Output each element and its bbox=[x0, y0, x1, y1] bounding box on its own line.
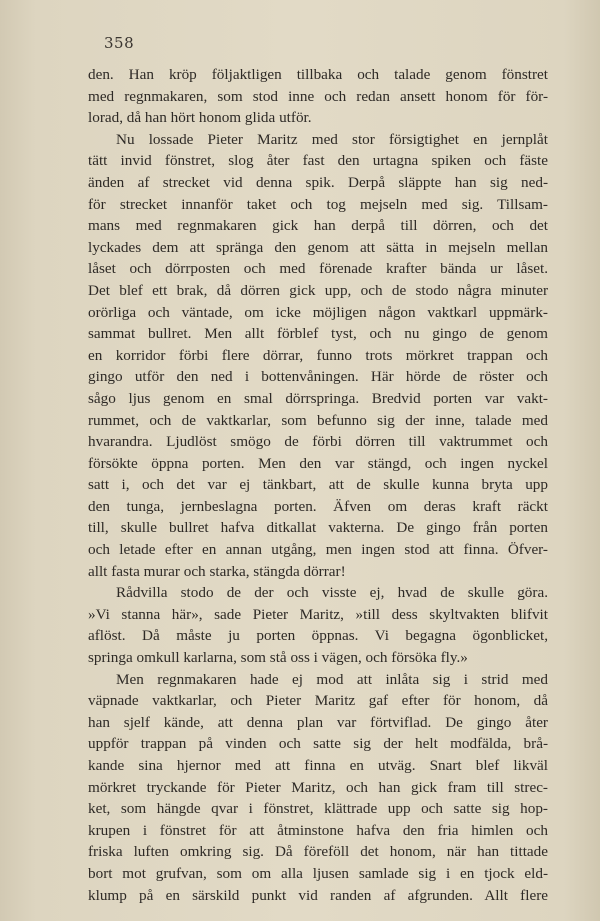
text-line: han sjelf kände, att denna plan var förtviflad. De gingo åter bbox=[88, 713, 548, 731]
text-line: en korridor förbi flere dörrar, funno trots mörkret trappan och bbox=[88, 346, 548, 364]
text-line: för strecket innanför taket och tog mejseln med sig. Tillsam- bbox=[88, 195, 548, 213]
text-line: tätt invid fönstret, slog åter fast den urtagna spiken och fäste bbox=[88, 152, 548, 170]
text-line: Men regnmakaren hade ej mod att inlåta sig i strid med bbox=[116, 670, 548, 688]
text-line: allt fasta murar och starka, stängda dörrar! bbox=[88, 562, 346, 580]
text-line: sågo ljus genom en smal dörrspringa. Bredvid porten var vakt- bbox=[88, 389, 548, 407]
text-line: kande sina hjernor med att finna en utväg. Snart blef likväl bbox=[88, 757, 548, 774]
text-line: mans med regnmakaren gick han derpå till dörren, och det bbox=[88, 217, 548, 235]
body-text bbox=[88, 64, 548, 906]
text-line: och letade efter en annan utgång, men ingen stod att finna. Öfver- bbox=[88, 541, 548, 559]
text-line: orörliga och väntade, om icke möjligen någon vaktkarl uppmärk- bbox=[88, 303, 548, 321]
text-line: uppför trappan på vinden och satte sig der helt modfälda, brå- bbox=[88, 735, 548, 753]
text-line: den tunga, jernbeslagna porten. Äfven om deras kraft räckt bbox=[88, 497, 548, 515]
text-line: bort mot grufvan, som om alla ljusen samlade sig i en tjock eld- bbox=[88, 864, 548, 882]
text-line: satt i, och det var ej tänkbart, att de skulle kunna bryta upp bbox=[88, 476, 548, 494]
text-line: lorad, då han hört honom glida utför. bbox=[88, 109, 312, 127]
text-line: aflöst. Då måste ju porten öppnas. Vi begagna ögonblicket, bbox=[88, 627, 548, 645]
text-line: hvarandra. Ljudlöst smögo de förbi dörren till vaktrummet och bbox=[88, 433, 548, 451]
text-line: gingo utför den ned i bottenvåningen. Här hörde de röster och bbox=[88, 368, 548, 386]
text-line: Det blef ett brak, då dörren gick upp, och de stodo några minuter bbox=[88, 281, 548, 299]
text-line: klump på en särskild punkt vid randen af afgrunden. Allt flere bbox=[88, 886, 548, 904]
text-line: försökte öppna porten. Men den var stängd, och ingen nyckel bbox=[88, 454, 548, 472]
text-line: lyckades dem att spränga den genom att sätta in mejseln mellan bbox=[88, 238, 548, 256]
text-line: med regnmakaren, som stod inne och redan ansett honom för för- bbox=[88, 87, 548, 105]
text-line: sammat bullret. Men allt förblef tyst, och nu gingo de genom bbox=[88, 325, 548, 343]
text-line: krupen i fönstret för att åtminstone hafva den fria himlen och bbox=[88, 821, 548, 839]
text-line: väpnade vaktkarlar, och Pieter Maritz gaf efter för honom, då bbox=[88, 692, 548, 710]
text-line: rummet, och de vaktkarlar, som befunno sig der inne, talade med bbox=[88, 411, 548, 429]
text-line: änden af strecket vid denna spik. Derpå släppte han sig ned- bbox=[88, 173, 548, 191]
text-line: Rådvilla stodo de der och visste ej, hvad de skulle göra. bbox=[116, 584, 548, 602]
text-line: låset och dörrposten och med förenade krafter bända ur låset. bbox=[88, 260, 548, 278]
text-line: friska luften omkring sig. Då föreföll det honom, när han tittade bbox=[88, 843, 548, 861]
text-line: »Vi stanna här», sade Pieter Maritz, »till dess skyltvakten blifvit bbox=[88, 605, 548, 623]
text-line: den. Han kröp följaktligen tillbaka och talade genom fönstret bbox=[88, 66, 548, 83]
text-line: mörkret tryckande för Pieter Maritz, och han gick fram till strec- bbox=[88, 778, 548, 796]
text-line: Nu lossade Pieter Maritz med stor försigtighet en jernplåt bbox=[116, 130, 548, 148]
text-line: till, skulle bullret hafva ditkallat vakterna. De gingo från porten bbox=[88, 519, 548, 537]
text-line: ket, som hängde qvar i fönstret, klättrade upp och satte sig hop- bbox=[88, 800, 548, 818]
page-number: 358 bbox=[104, 34, 135, 52]
text-line: springa omkull karlarna, som stå oss i vägen, och försöka fly.» bbox=[88, 649, 468, 667]
